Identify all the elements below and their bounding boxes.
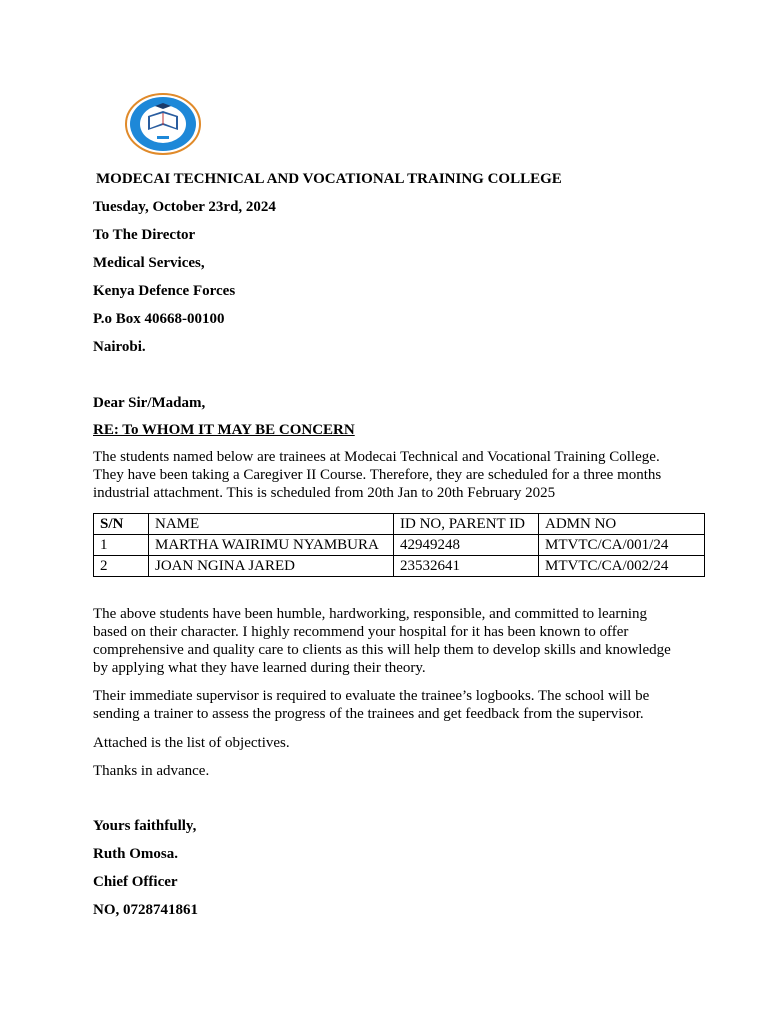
cell-sn: 2 <box>94 556 149 577</box>
table-row <box>94 556 705 577</box>
subject-line: RE: To WHOM IT MAY BE CONCERN <box>93 422 355 438</box>
cell-name: JOAN NGINA JARED <box>149 556 394 577</box>
cell-id: 23532641 <box>394 556 539 577</box>
body-paragraph-2: Their immediate supervisor is required to evaluate the trainee’s logbooks. The school will be sending a trainer to assess the progress of the trainees and get feedback from the supervisor. <box>93 688 650 722</box>
recipient-line-4: P.o Box 40668-00100 <box>93 311 225 327</box>
column-header-id: ID NO, PARENT ID <box>394 514 539 535</box>
signatory-phone: NO, 0728741861 <box>93 902 198 918</box>
recipient-line-2: Medical Services, <box>93 255 205 271</box>
cell-sn: 1 <box>94 535 149 556</box>
closing-signoff: Yours faithfully, <box>93 818 197 834</box>
recipient-line-1: To The Director <box>93 227 196 243</box>
intro-paragraph: The students named below are trainees at Modecai Technical and Vocational Training College. They have been taking a Caregiver II Course. Therefore, they are scheduled for a three months industrial attachment. This is scheduled from 20th Jan to 20th February 2025 <box>93 449 662 501</box>
cell-admn: MTVTC/CA/002/24 <box>539 556 705 577</box>
cell-id: 42949248 <box>394 535 539 556</box>
college-crest-logo <box>124 92 202 156</box>
table-row <box>94 535 705 556</box>
body-paragraph-3: Attached is the list of objectives. <box>93 735 290 751</box>
column-header-sn: S/N <box>94 514 149 535</box>
body-paragraph-1: The above students have been humble, hardworking, responsible, and committed to learning based on their character. I highly recommend your hospital for it has been known to offer comprehensive and quality care to clients as this will help them to develop skills and knowledge by applying what they have learned during their theory. <box>93 606 671 676</box>
recipient-line-3: Kenya Defence Forces <box>93 283 236 299</box>
cell-name: MARTHA WAIRIMU NYAMBURA <box>149 535 394 556</box>
cell-admn: MTVTC/CA/001/24 <box>539 535 705 556</box>
signatory-name: Ruth Omosa. <box>93 846 179 862</box>
students-table <box>93 513 705 577</box>
letter-date: Tuesday, October 23rd, 2024 <box>93 199 276 215</box>
column-header-name: NAME <box>149 514 394 535</box>
body-paragraph-4: Thanks in advance. <box>93 763 210 779</box>
recipient-line-5: Nairobi. <box>93 339 146 355</box>
column-header-admn: ADMN NO <box>539 514 705 535</box>
college-name: MODECAI TECHNICAL AND VOCATIONAL TRAINING COLLEGE <box>96 171 562 187</box>
table-header-row <box>94 514 705 535</box>
salutation: Dear Sir/Madam, <box>93 395 206 411</box>
signatory-title: Chief Officer <box>93 874 178 890</box>
